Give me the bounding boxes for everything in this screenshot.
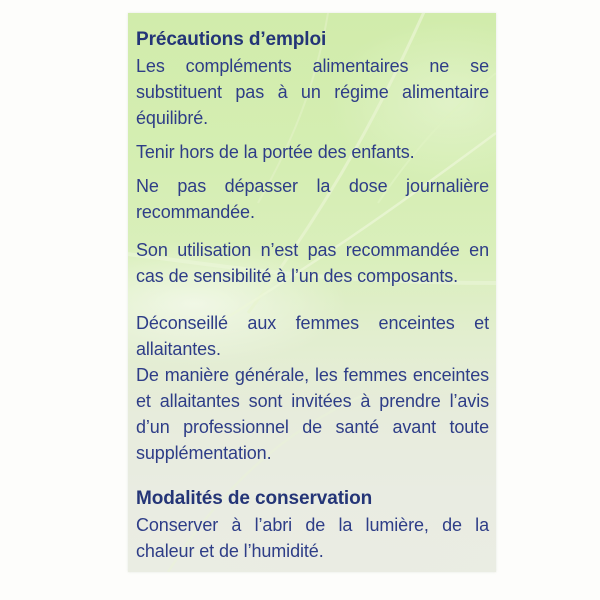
- text-line: cas de sensibilité à l’un des composants.: [136, 266, 459, 286]
- text-line: Les compléments alimentaires ne se: [136, 56, 489, 76]
- text-line: Conserver à l’abri de la lumière, de la: [136, 515, 489, 535]
- paragraph-conservation: [136, 512, 489, 564]
- text-line: Ne pas dépasser la dose journalière: [136, 176, 489, 196]
- text-line: substituent pas à un régime alimentaire: [136, 82, 489, 102]
- text-line: et allaitantes sont invitées à prendre l’avis: [136, 391, 489, 411]
- text-line: supplémentation.: [136, 443, 272, 463]
- text-line: équilibré.: [136, 108, 209, 128]
- paragraph-sensibilite: [136, 237, 489, 289]
- section-heading-conservation: Modalités de conservation: [136, 488, 373, 509]
- section-heading-precautions: Précautions d’emploi: [136, 29, 327, 50]
- text-line: De manière générale, les femmes enceintes: [136, 365, 489, 385]
- label-text-column: [136, 27, 489, 564]
- paragraph-enfants: [136, 139, 489, 165]
- paragraph-avis-professionnel: [136, 362, 489, 466]
- text-line: recommandée.: [136, 202, 255, 222]
- text-line: allaitantes.: [136, 339, 221, 359]
- paragraph-femmes-enceintes: [136, 310, 489, 362]
- paragraph-dose: [136, 173, 489, 225]
- text-line: d’un professionnel de santé avant toute: [136, 417, 489, 437]
- text-line: Son utilisation n’est pas recommandée en: [136, 240, 489, 260]
- text-line: Tenir hors de la portée des enfants.: [136, 142, 415, 162]
- text-line: chaleur et de l’humidité.: [136, 541, 324, 561]
- text-line: Déconseillé aux femmes enceintes et: [136, 313, 489, 333]
- label-panel: [128, 13, 496, 572]
- paragraph-complements: [136, 53, 489, 131]
